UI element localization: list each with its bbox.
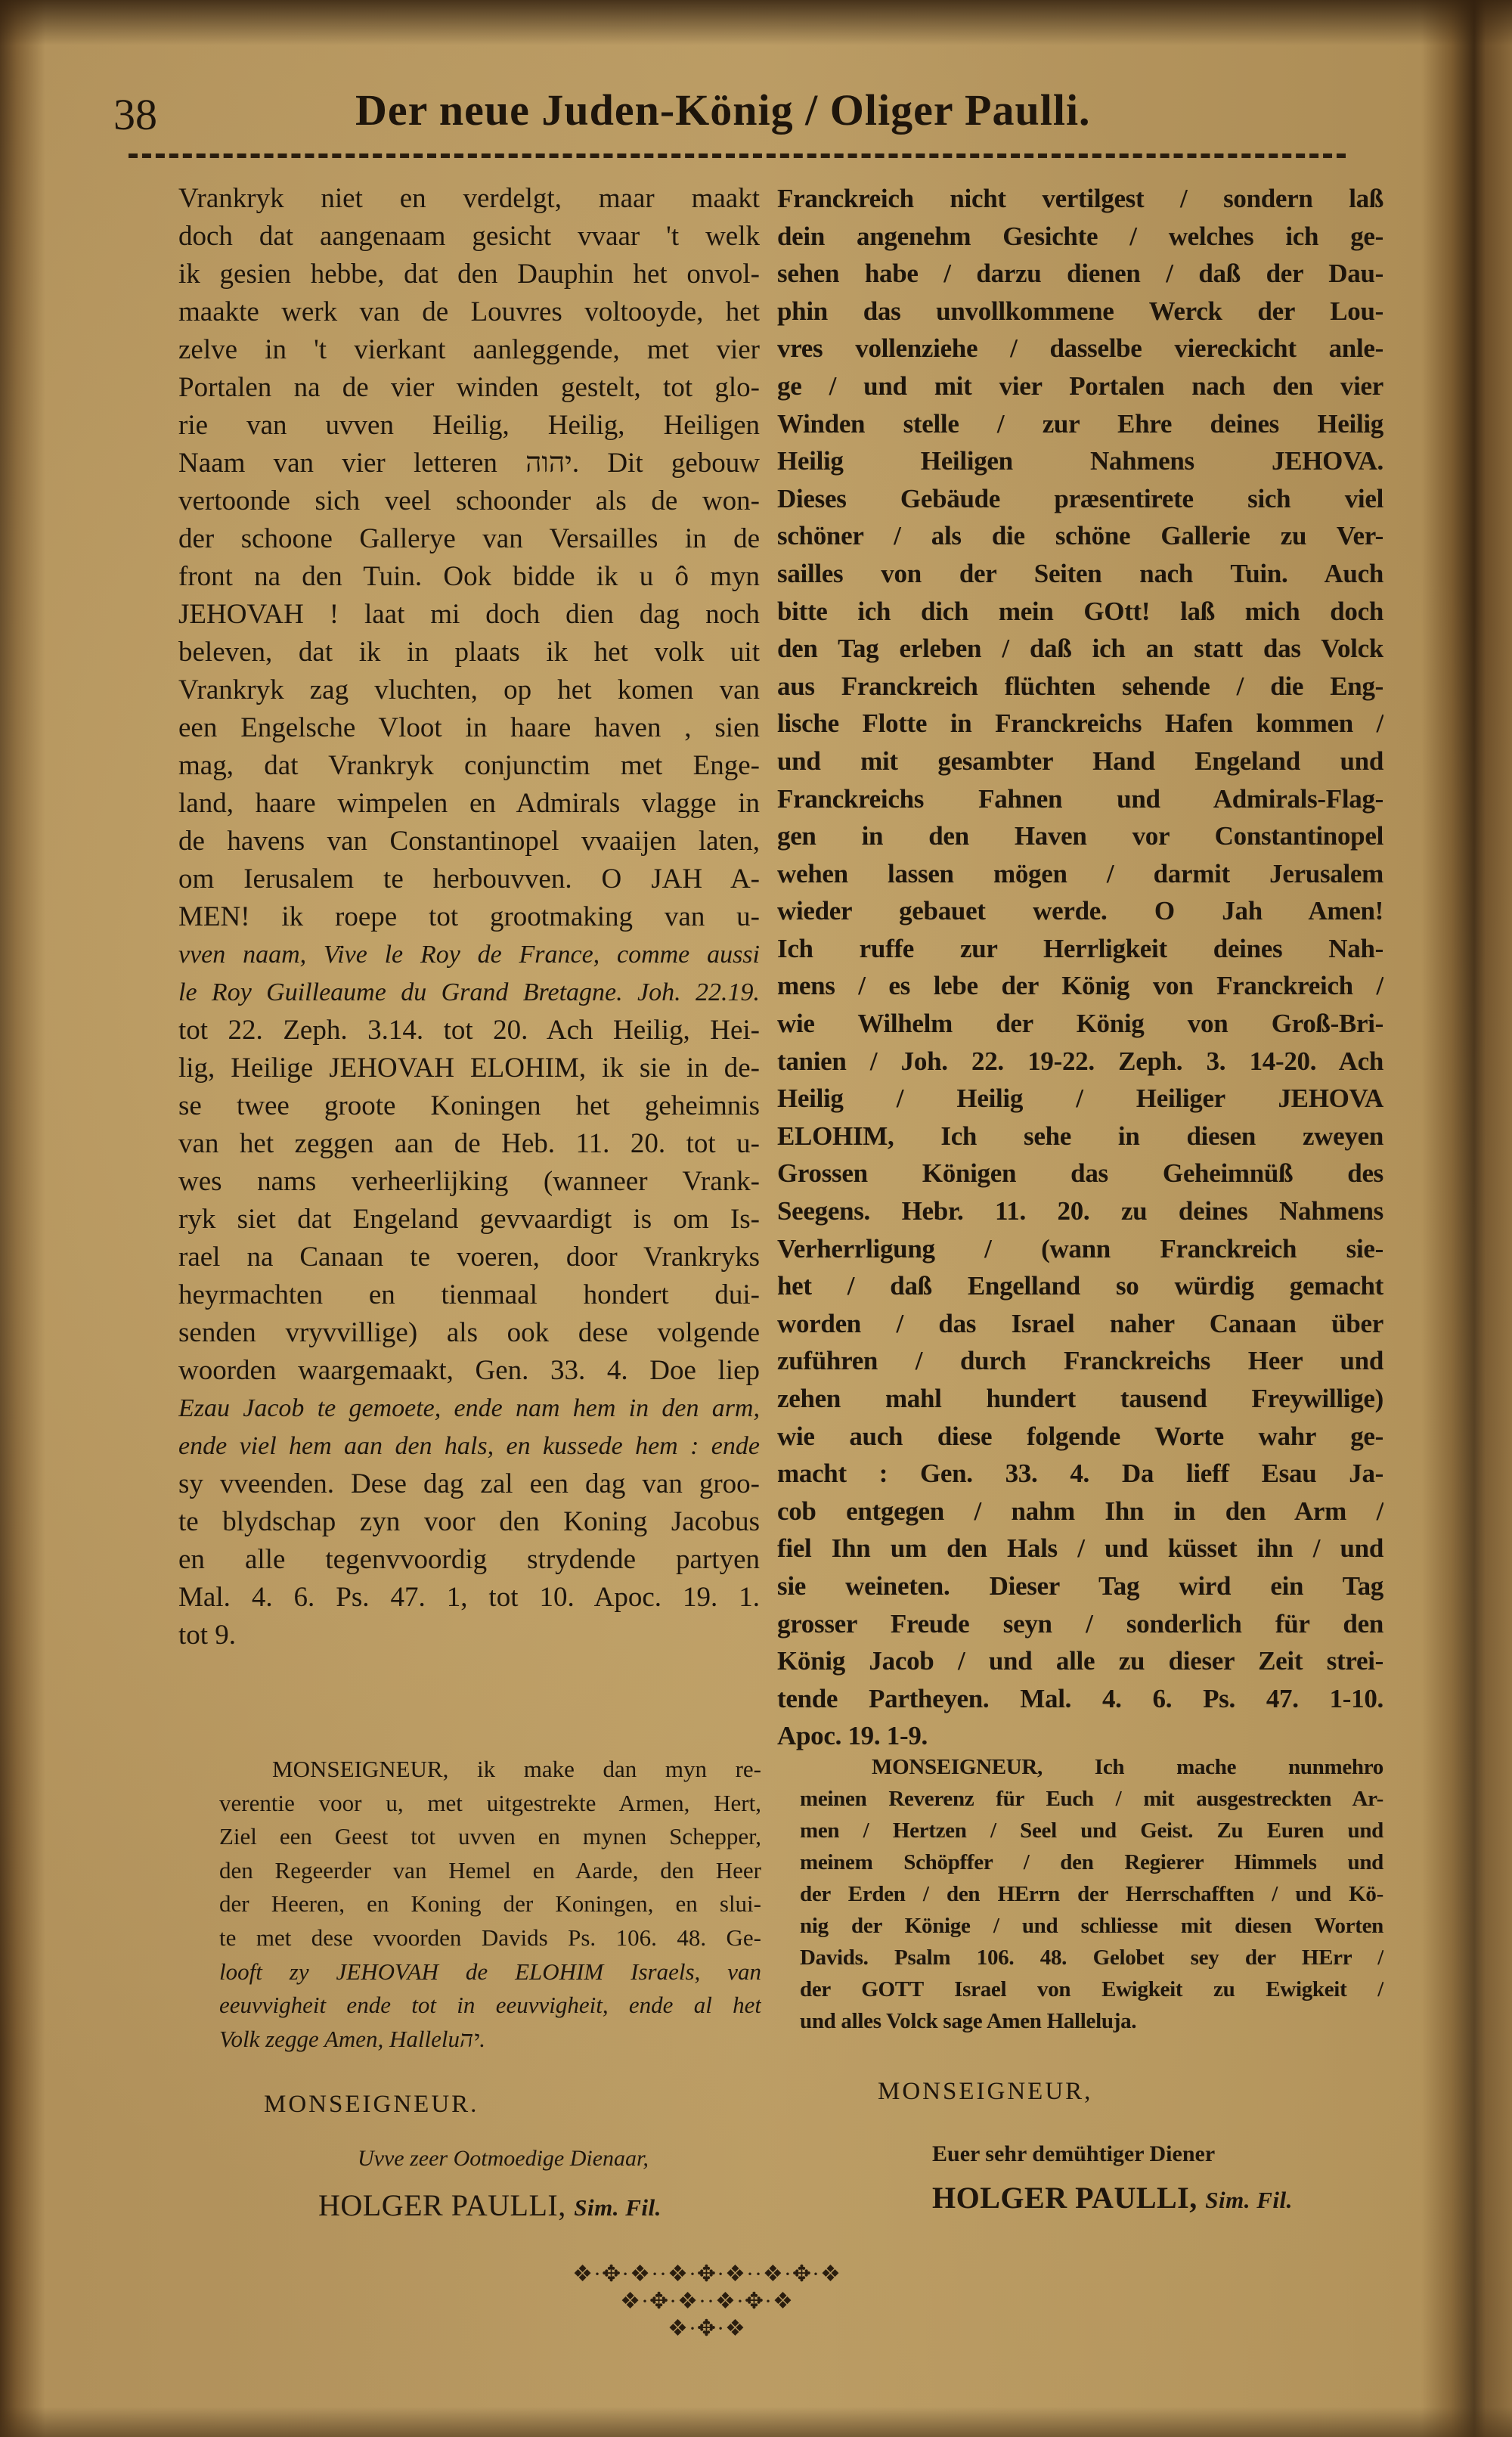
text-line: looft zy JEHOVAH de ELOHIM Israels, van (219, 1958, 761, 1985)
text-line: meinen Reverenz für Euch / mit ausgestreckten Ar- (800, 1787, 1383, 1811)
text-line: mag, dat Vrankryk conjunctim met Enge- (178, 750, 760, 781)
text-line: doch dat aangenaam gesicht vvaar 't welk (178, 221, 760, 252)
text-line: sie weineten. Dieser Tag wird ein Tag (777, 1570, 1383, 1601)
text-line: zehen mahl hundert tausend Freywillige) (777, 1384, 1383, 1413)
text-line: lig, Heilige JEHOVAH ELOHIM, ik sie in de- (178, 1053, 760, 1084)
signature-suffix: Sim. Fil. (1205, 2187, 1293, 2213)
text-line: front na den Tuin. Ook bidde ik u ô myn (178, 561, 760, 592)
text-line: den Tag erleben / daß ich an statt das Volck (777, 634, 1383, 664)
text-line: mens / es lebe der König von Franckreich / (777, 971, 1383, 1001)
text-line: Portalen na de vier winden gestelt, tot glo- (178, 372, 760, 403)
text-line: Verherrligung / (wann Franckreich sie- (777, 1233, 1383, 1263)
text-line: MONSEIGNEUR, ik make dan myn re- (272, 1756, 761, 1782)
text-line: cob entgegen / nahm Ihn in den Arm / (777, 1496, 1383, 1526)
text-line: maakte werk van de Louvres voltooyde, het (178, 296, 760, 327)
text-line: Grossen Königen das Geheimnüß des (777, 1158, 1383, 1189)
dutch-closing-paragraph (219, 1753, 761, 2056)
running-title: Der neue Juden-König / Oliger Paulli. (355, 85, 1091, 135)
text-line: zuführen / durch Franckreichs Heer und (777, 1346, 1383, 1376)
text-line: bitte ich dich mein GOtt! laß mich doch (777, 596, 1383, 626)
text-line: sailles von der Seiten nach Tuin. Auch (777, 558, 1383, 588)
text-line: vertoonde sich veel schoonder als de won- (178, 485, 760, 516)
text-line: tende Partheyen. Mal. 4. 6. Ps. 47. 1-10. (777, 1683, 1383, 1713)
ornament-row: ❖·✥·❖··❖·✥·❖ (620, 2289, 794, 2314)
signature-name: HOLGER PAULLI, (932, 2181, 1198, 2215)
text-line: tot 22. Zeph. 3.14. tot 20. Ach Heilig, Hei- (178, 1015, 760, 1046)
text-line: vven naam, Vive le Roy de France, comme aussi (178, 941, 760, 969)
dutch-text-column (178, 180, 760, 1654)
text-line: meinem Schöpffer / den Regierer Himmels und (800, 1850, 1383, 1874)
text-line: se twee groote Koningen het geheimnis (178, 1090, 760, 1121)
text-line: Winden stelle / zur Ehre deines Heilig (777, 408, 1383, 439)
page-bottom-shadow (0, 2407, 1512, 2437)
text-line: Volk zegge Amen, Halleluיה. (219, 2025, 486, 2052)
text-line: den Regeerder van Hemel en Aarde, den Heer (219, 1856, 761, 1884)
page-number: 38 (113, 90, 157, 139)
text-line: grosser Freude seyn / sonderlich für den (777, 1608, 1383, 1639)
header-rule (129, 153, 1346, 158)
text-line: zelve in 't vierkant aanleggende, met vier (178, 334, 760, 365)
text-line: Franckreichs Fahnen und Admirals-Flag- (777, 783, 1383, 814)
text-line: wehen lassen mögen / darmit Jerusalem (777, 858, 1383, 888)
text-line: ELOHIM, Ich sehe in diesen zweyen (777, 1121, 1383, 1151)
text-line: rie van uvven Heilig, Heilig, Heiligen (178, 410, 760, 441)
text-line: van het zeggen aan de Heb. 11. 20. tot u- (178, 1128, 760, 1159)
text-line: ende viel hem aan den hals, en kussede hem : ende (178, 1432, 760, 1460)
text-line: woorden waargemaakt, Gen. 33. 4. Doe liep (178, 1355, 760, 1386)
text-line: Apoc. 19. 1-9. (777, 1721, 928, 1751)
text-line: rael na Canaan te voeren, door Vrankryks (178, 1242, 760, 1273)
text-line: JEHOVAH ! laat mi doch dien dag noch (178, 599, 760, 630)
text-line: ryk siet dat Engeland gevvaardigt is om Is- (178, 1204, 760, 1235)
german-text-column (777, 180, 1383, 1755)
text-line: wieder gebauet werde. O Jah Amen! (777, 896, 1383, 926)
text-line: en alle tegenvvoordig strydende partyen (178, 1544, 760, 1575)
text-line: sehen habe / darzu dienen / daß der Dau- (777, 259, 1383, 289)
text-line: Ezau Jacob te gemoete, ende nam hem in den arm, (178, 1394, 760, 1422)
text-line: lische Flotte in Franckreichs Hafen kommen / (777, 708, 1383, 739)
text-line: wie auch diese folgende Worte wahr ge- (777, 1421, 1383, 1451)
text-line: Dieses Gebäude præsentirete sich viel (777, 483, 1383, 513)
signature-suffix: Sim. Fil. (574, 2194, 662, 2221)
text-line: le Roy Guilleaume du Grand Bretagne. Joh. 22.19. (178, 978, 760, 1006)
german-salutation: MONSEIGNEUR, (878, 2078, 1093, 2105)
text-line: senden vryvvillige) als ook dese volgende (178, 1317, 760, 1348)
german-signature (932, 2180, 1293, 2215)
text-line: und alles Volck sage Amen Halleluja. (800, 2009, 1137, 2033)
printers-ornament (556, 2261, 858, 2342)
text-line: und mit gesambter Hand Engeland und (777, 746, 1383, 776)
text-line: der GOTT Israel von Ewigkeit zu Ewigkeit / (800, 1977, 1383, 2001)
signature-name: HOLGER PAULLI, (318, 2188, 566, 2222)
text-line: phin das unvollkommene Werck der Lou- (777, 296, 1383, 326)
text-line: dein angenehm Gesichte / welches ich ge- (777, 221, 1383, 251)
german-servant-line: Euer sehr demühtiger Diener (932, 2141, 1216, 2166)
page-top-shadow (0, 0, 1512, 45)
text-line: de havens van Constantinopel vvaaijen laten, (178, 826, 760, 857)
text-line: het / daß Engelland so würdig gemacht (777, 1271, 1383, 1301)
text-line: vres vollenziehe / dasselbe viereckicht anle- (777, 333, 1383, 364)
text-line: Seegens. Hebr. 11. 20. zu deines Nahmens (777, 1196, 1383, 1226)
text-line: Ich ruffe zur Herrligkeit deines Nah- (777, 933, 1383, 963)
german-closing-paragraph (800, 1751, 1383, 2037)
text-line: een Engelsche Vloot in haare haven , sien (178, 712, 760, 743)
text-line: nig der Könige / und schliesse mit diesen Worten (800, 1914, 1383, 1938)
text-line: ge / und mit vier Portalen nach den vier (777, 371, 1383, 401)
text-line: ik gesien hebbe, dat den Dauphin het onvol- (178, 259, 760, 290)
text-line: men / Hertzen / Seel und Geist. Zu Euren und (800, 1818, 1383, 1843)
text-line: te blydschap zyn voor den Koning Jacobus (178, 1506, 760, 1537)
dutch-salutation: MONSEIGNEUR. (264, 2091, 479, 2118)
text-line: Mal. 4. 6. Ps. 47. 1, tot 10. Apoc. 19. 1. (178, 1582, 760, 1613)
text-line: der Heeren, en Koning der Koningen, en slui- (219, 1890, 761, 1918)
text-line: beleven, dat ik in plaats ik het volk uit (178, 637, 760, 668)
text-line: schöner / als die schöne Gallerie zu Ver- (777, 521, 1383, 551)
text-line: fiel Ihn um den Hals / und küsset ihn / und (777, 1533, 1383, 1564)
text-line: Ziel een Geest tot uvven en mynen Schepper, (219, 1823, 761, 1850)
text-line: te met dese vvoorden Davids Ps. 106. 48. Ge- (219, 1924, 761, 1951)
text-line: Heilig Heiligen Nahmens JEHOVA. (777, 446, 1383, 476)
text-line: macht : Gen. 33. 4. Da lieff Esau Ja- (777, 1459, 1383, 1489)
text-line: MONSEIGNEUR, Ich mache nunmehro (872, 1755, 1383, 1779)
text-line: MEN! ik roepe tot grootmaking van u- (178, 901, 760, 932)
text-line: tanien / Joh. 22. 19-22. Zeph. 3. 14-20. Ach (777, 1046, 1383, 1076)
text-line: wes nams verheerlijking (wanneer Vrank- (178, 1166, 760, 1197)
text-line: Vrankryk niet en verdelgt, maar maakt (178, 183, 760, 214)
text-line: verentie voor u, met uitgestrekte Armen, Hert, (219, 1789, 761, 1816)
text-line: worden / das Israel naher Canaan über (777, 1308, 1383, 1338)
text-line: wie Wilhelm der König von Groß-Bri- (777, 1009, 1383, 1039)
text-line: gen in den Haven vor Constantinopel (777, 821, 1383, 851)
text-line: aus Franckreich flüchten sehende / die Eng- (777, 671, 1383, 701)
dutch-servant-line: Uvve zeer Ootmoedige Dienaar, (358, 2146, 649, 2171)
text-line: sy vveenden. Dese dag zal een dag van groo- (178, 1468, 760, 1499)
ornament-row: ❖·✥·❖··❖·✥·❖··❖·✥·❖ (572, 2262, 841, 2287)
text-line: Naam van vier letteren יהוה. Dit gebouw (178, 448, 760, 479)
text-line: om Ierusalem te herbouvven. O JAH A- (178, 863, 760, 894)
text-line: heyrmachten en tienmaal hondert dui- (178, 1279, 760, 1310)
text-line: Vrankryk zag vluchten, op het komen van (178, 674, 760, 705)
ornament-row: ❖·✥·❖ (668, 2316, 746, 2341)
text-line: eeuvvigheit ende tot in eeuvvigheit, ende al het (219, 1992, 761, 2019)
text-line: der Erden / den HErrn der Herrschafften / und Kö- (800, 1882, 1383, 1906)
text-line: Heilig / Heilig / Heiliger JEHOVA (777, 1084, 1383, 1114)
text-line: der schoone Gallerye van Versailles in de (178, 523, 760, 554)
text-line: land, haare wimpelen en Admirals vlagge in (178, 788, 760, 819)
text-line: König Jacob / und alle zu dieser Zeit strei- (777, 1646, 1383, 1676)
text-line: tot 9. (178, 1620, 237, 1651)
dutch-signature (318, 2187, 662, 2223)
text-line: Davids. Psalm 106. 48. Gelobet sey der HErr / (800, 1946, 1383, 1970)
text-line: Franckreich nicht vertilgest / sondern laß (777, 184, 1383, 213)
